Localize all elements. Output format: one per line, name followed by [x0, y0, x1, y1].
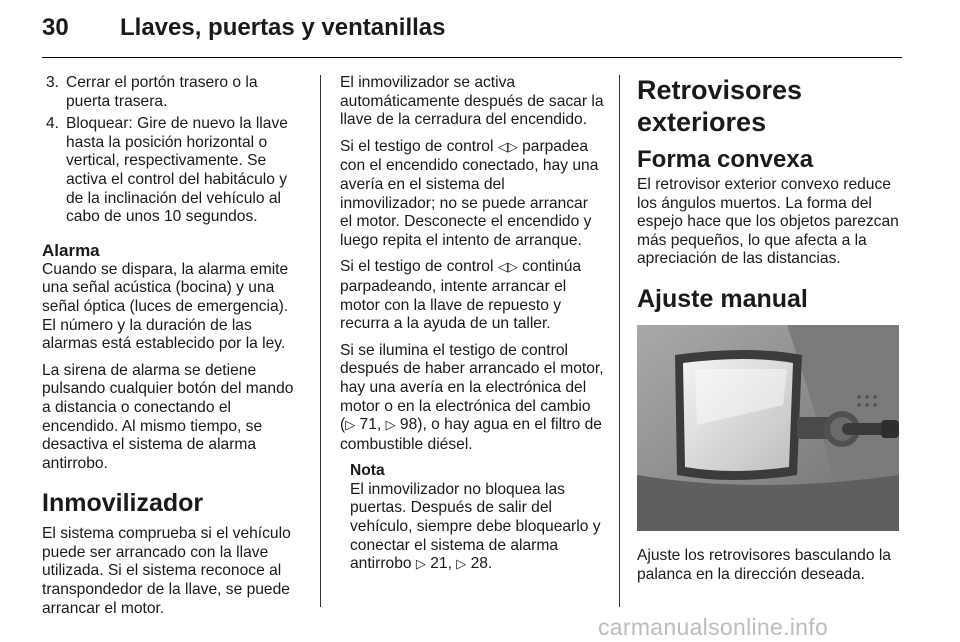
paragraph: El inmovilizador se activa automáticamente después de sacar la llave de la cerradura del encendido. — [340, 74, 604, 129]
steps-list — [42, 74, 304, 227]
page-reference-arrow-icon: ▷ — [345, 418, 356, 434]
paragraph: La sirena de alarma se detiene pulsando cualquier botón del mando a distancia o conectando el encendido. Al mismo tiempo, se desactiva el sistema de alarma antirrobo. — [42, 361, 294, 472]
column-right — [637, 74, 903, 592]
list-item — [42, 74, 304, 111]
note-text: El inmovilizador no bloquea las puertas. Después de salir del vehículo, siempre debe bloquearlo y conectar el sistema de alarma antirrobo ▷ 21, ▷ 28. — [350, 480, 601, 573]
column-middle — [340, 74, 604, 583]
step-text: Bloquear: Gire de nuevo la llave hasta la posición horizontal o vertical, respectivamente. Se activa el control del habitáculo y de la inclinación del vehículo al cabo de unos 10 segundos. — [66, 115, 288, 226]
step-text: Cerrar el portón trasero o la puerta trasera. — [66, 74, 258, 110]
immobilizer-warning-icon: ◁▷ — [497, 139, 518, 155]
inmovilizador-heading: Inmovilizador — [42, 489, 204, 518]
retrovisores-heading: Retrovisores exteriores — [637, 75, 803, 137]
page-number: 30 — [42, 14, 69, 41]
page-reference-link[interactable]: 71 — [359, 416, 377, 434]
forma-convexa-heading: Forma convexa — [637, 146, 814, 173]
note-box — [350, 462, 604, 575]
paragraph: Ajuste los retrovisores basculando la palanca en la dirección deseada. — [637, 546, 891, 583]
page-header — [42, 14, 902, 54]
list-item — [42, 115, 304, 227]
header-rule — [42, 57, 902, 58]
step-number: 3. — [46, 74, 60, 91]
page-reference-link[interactable]: 28 — [470, 555, 488, 573]
column-divider — [320, 75, 321, 607]
watermark: carmanualsonline.info — [598, 614, 829, 640]
alarma-heading: Alarma — [42, 240, 100, 260]
ajuste-manual-heading: Ajuste manual — [637, 284, 808, 313]
page-reference-arrow-icon: ▷ — [385, 418, 396, 434]
chapter-title: Llaves, puertas y ventanillas — [120, 14, 446, 41]
note-title: Nota — [350, 462, 385, 480]
page-reference-link[interactable]: 21 — [430, 555, 448, 573]
paragraph: Si se ilumina el testigo de control después de haber arrancado el motor, hay una avería en la electrónica del motor o en la electrónica del cambio (▷ 71, ▷ 98), o hay agua en el filtro de combustible diésel. — [340, 341, 604, 453]
column-divider — [619, 75, 620, 607]
page-reference-arrow-icon: ▷ — [456, 557, 467, 573]
step-number: 4. — [46, 115, 60, 133]
column-left — [42, 74, 304, 626]
page-reference-link[interactable]: 98 — [399, 416, 418, 434]
paragraph: Si el testigo de control ◁▷ continúa parpadeando, intente arrancar el motor con la llave de repuesto y recurra a la ayuda de un taller. — [340, 258, 582, 333]
paragraph: Si el testigo de control ◁▷ parpadea con el encendido conectado, hay una avería en el sistema del inmovilizador; no se puede arrancar el motor. Desconecte el encendido y luego repita el intento de arranque. — [340, 137, 599, 249]
immobilizer-warning-icon: ◁▷ — [497, 260, 518, 276]
mirror-adjustment-photo — [637, 325, 899, 531]
paragraph: El sistema comprueba si el vehículo puede ser arrancado con la llave utilizada. Si el sistema reconoce al transpondedor de la llave, se puede arrancar el motor. — [42, 525, 291, 617]
paragraph: Cuando se dispara, la alarma emite una señal acústica (bocina) y una señal óptica (luces de emergencia). El número y la duración de las alarmas está establecido por la ley. — [42, 260, 289, 353]
page-reference-arrow-icon: ▷ — [415, 557, 426, 573]
paragraph: El retrovisor exterior convexo reduce los ángulos muertos. La forma del espejo hace que los objetos parezcan más pequeños, lo que afecta a la apreciación de las distancias. — [637, 176, 899, 268]
